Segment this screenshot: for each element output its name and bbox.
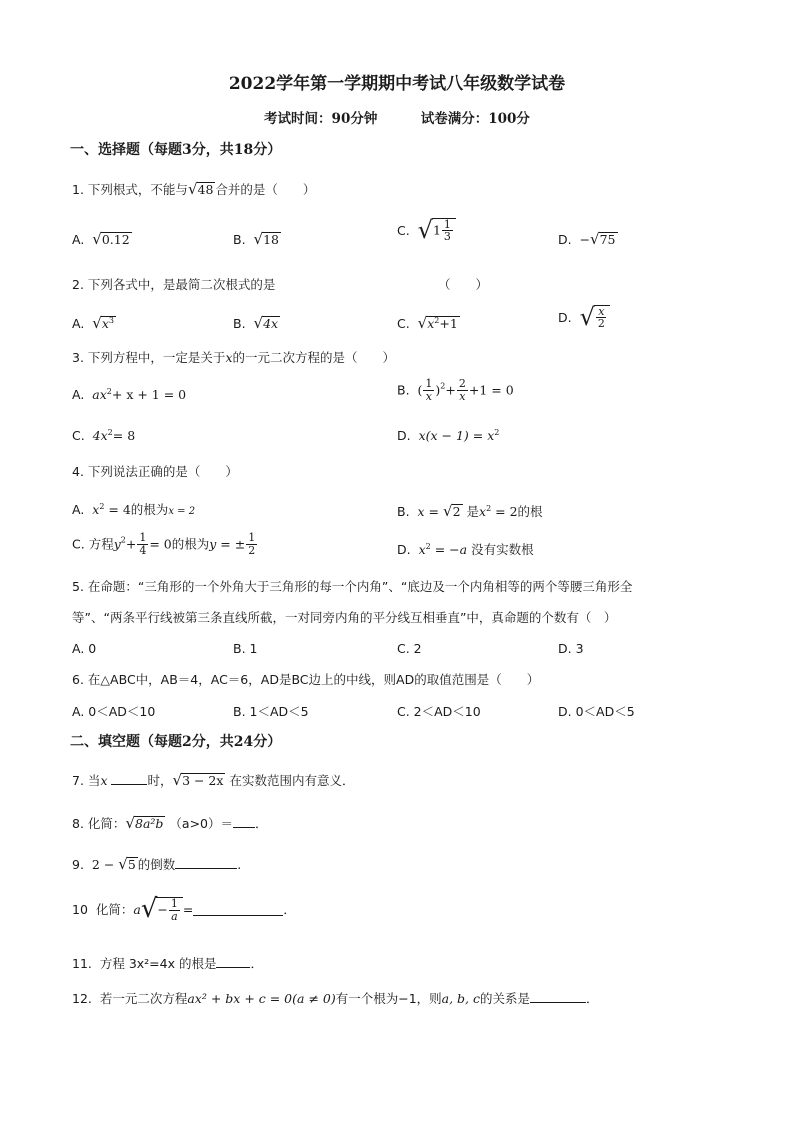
question-1: 1. 下列根式，不能与√48 合并的是（ ） xyxy=(72,180,316,198)
q1-option-b: B. √18 xyxy=(233,230,279,248)
question-4: 4. 下列说法正确的是（ ） xyxy=(72,464,238,479)
q3-option-b: B. ( $\frac{1}{x}$ )$^2$+ $\frac{2}{x}$ +1 = 0 xyxy=(397,377,514,403)
q2-option-a: A. $√x^3$ xyxy=(72,314,114,332)
section-heading-choice: 一、选择题（每题3分，共18分） xyxy=(70,142,282,158)
q2-option-b: B. √4x xyxy=(233,314,279,332)
question-11: 11. 方程 3x²=4x 的根是 ． xyxy=(72,956,263,971)
question-6: 6. 在△ABC中，AB＝4，AC＝6，AD是BC边上的中线，则AD的取值范围是（ ） xyxy=(72,672,540,687)
question-9: 9. 2 − √5 的倒数 . xyxy=(72,855,242,873)
q5-option-d: D. 3 xyxy=(558,641,584,656)
q4-option-b: B. x = √2 是$x^2 = 2$的根 xyxy=(397,502,543,520)
answer-blank-9[interactable] xyxy=(175,856,237,869)
question-7: 7. 当x 时，√3 − 2x 在实数范围内有意义． xyxy=(72,771,355,789)
exam-time: 考试时间：90分钟 xyxy=(264,111,378,127)
q6-option-c: C. 2＜AD＜10 xyxy=(397,704,481,719)
q3-option-c: C. $4x^2= 8$ xyxy=(72,428,136,444)
full-score: 试卷满分：100分 xyxy=(420,111,530,127)
question-3: 3. 下列方程中，一定是关于x的一元二次方程的是（ ） xyxy=(72,350,396,365)
section-heading-fill: 二、填空题（每题2分，共24分） xyxy=(70,734,282,750)
q6-option-d: D. 0＜AD＜5 xyxy=(558,704,635,719)
answer-blank-10[interactable] xyxy=(193,903,283,916)
q5-option-c: C. 2 xyxy=(397,641,422,656)
q1-option-a: A. √0.12 xyxy=(72,230,130,248)
answer-blank-8[interactable] xyxy=(233,815,255,828)
q6-option-a: A. 0＜AD＜10 xyxy=(72,704,156,719)
question-5-line-2: 等”、“两条平行线被第三条直线所截，一对同旁内角的平分线互相垂直”中，真命题的个数有（ ） xyxy=(72,610,617,625)
q4-option-a: A. $x^2 = 4$的根为x = 2 xyxy=(72,502,196,518)
q5-option-a: A. 0 xyxy=(72,641,97,656)
q3-option-d: D. $x(x - 1) = x^2$ xyxy=(397,428,500,444)
q5-option-b: B. 1 xyxy=(233,641,258,656)
page-title: 2022学年第一学期期中考试八年级数学试卷 xyxy=(228,74,566,94)
q2-option-c: C. $√x^2+1$ xyxy=(397,314,458,332)
question-10: 10 化简：a√− $\frac{1}{a}$ = ． xyxy=(72,894,296,924)
question-5-line-1: 5. 在命题：“三角形的一个外角大于三角形的每一个内角”、“底边及一个内角相等的两个等腰三角形全 xyxy=(72,579,633,594)
q4-option-d: D. $x^2 = -a$ 没有实数根 xyxy=(397,542,534,558)
q4-option-c: C. 方程$y^2+$ $\frac{1}{4}$ = 0的根为y = ± $\frac{1}{2}$ xyxy=(72,531,256,557)
q1-option-d: D. −√75 xyxy=(558,230,616,248)
question-2: 2. 下列各式中，是最简二次根式的是 xyxy=(72,277,276,292)
exam-info xyxy=(0,111,794,127)
question-2-paren: （ ） xyxy=(438,277,489,292)
question-12: 12. 若一元二次方程ax² + bx + c = 0(a ≠ 0)有一个根为−1，则a, b, c的关系是 ． xyxy=(72,991,599,1006)
answer-blank-11[interactable] xyxy=(216,955,250,968)
q2-option-d: D. √ $\frac{x}{2}$ xyxy=(558,303,610,332)
answer-blank-12[interactable] xyxy=(530,990,586,1003)
answer-blank-7[interactable] xyxy=(111,772,147,785)
q1-option-c: C. √1 $\frac{1}{3}$ xyxy=(397,216,456,245)
q6-option-b: B. 1＜AD＜5 xyxy=(233,704,309,719)
question-8: 8. 化简：√8a²b （a>0）＝ ． xyxy=(72,814,268,832)
q3-option-a: A. $ax^2+ x + 1 = 0$ xyxy=(72,387,187,403)
